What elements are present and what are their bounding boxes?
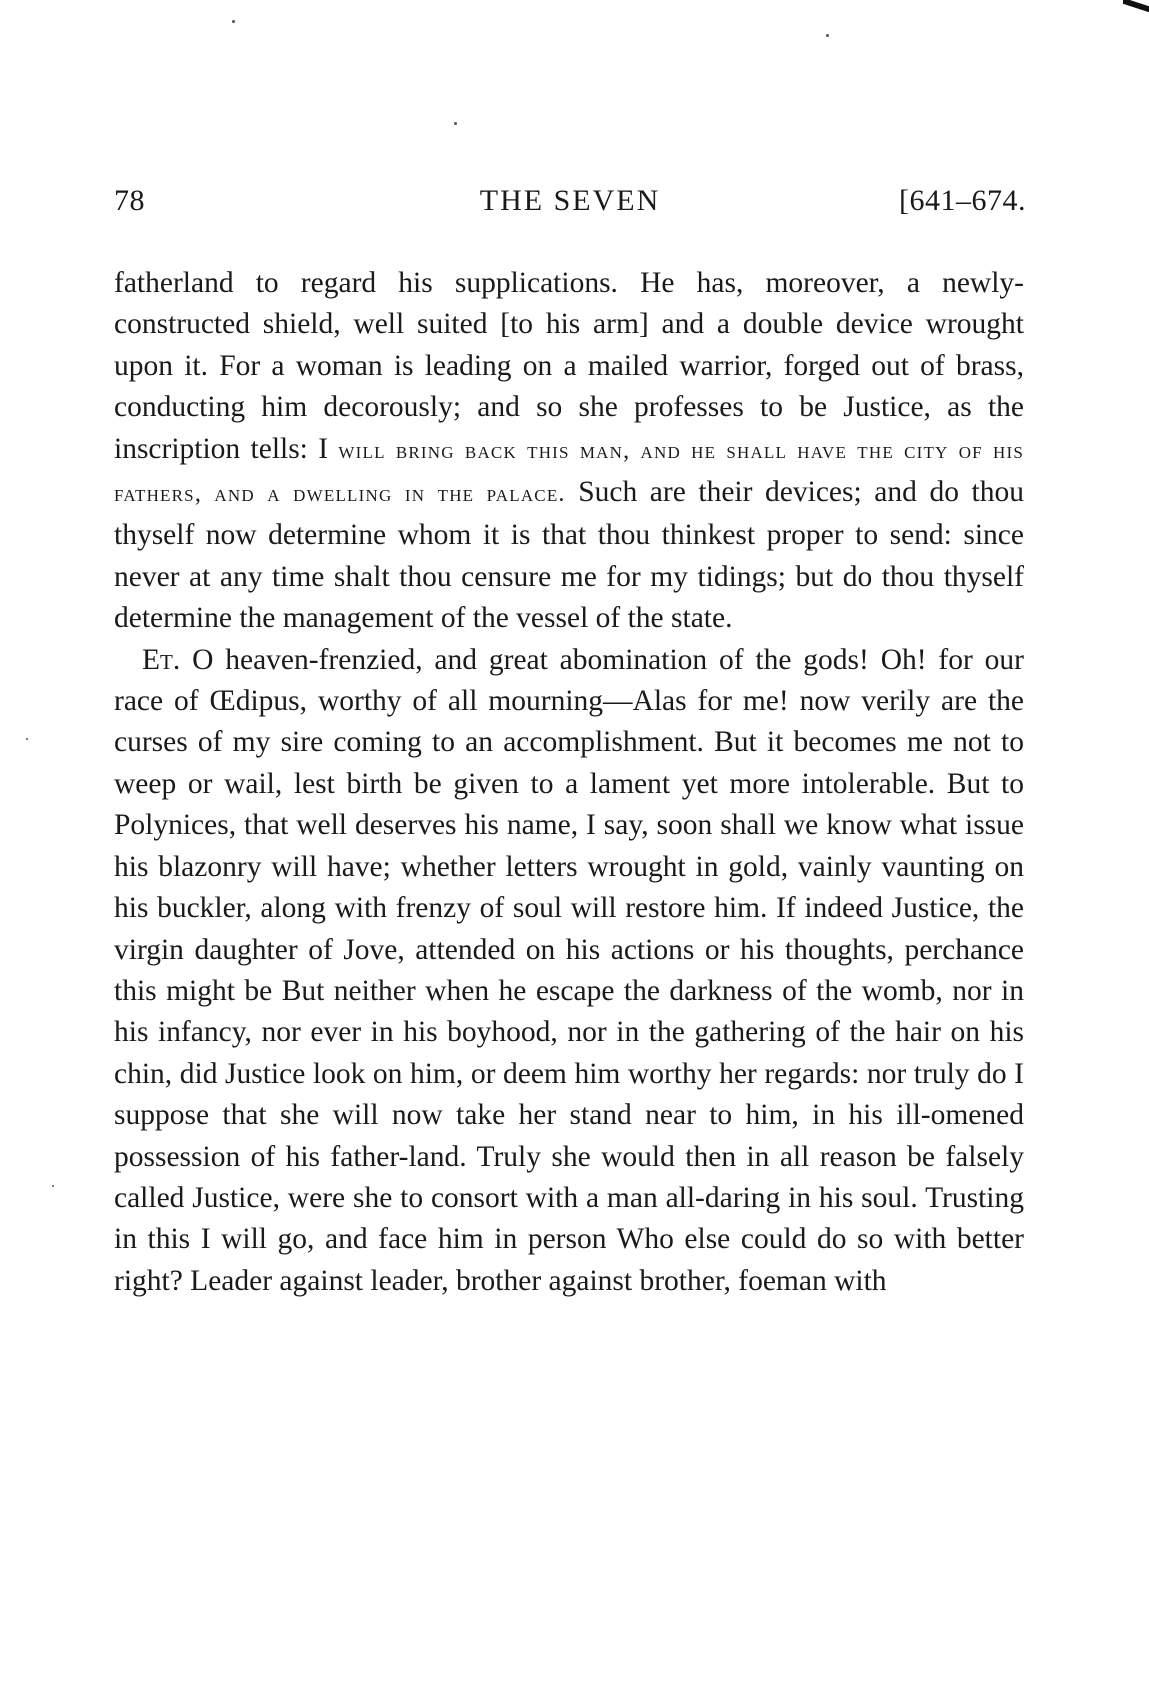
scan-speck xyxy=(454,122,457,125)
paragraph-2 xyxy=(114,640,1024,1303)
paragraph-1-text-a: fatherland to regard his supplications. He has, moreover, a newly-constructed shield, well suited [to his arm] and a double device wrought upon it. For a woman is leading on a mailed warrior, forged out of brass, conducting him decorously; and so she professes to be Justice, as the inscription tells: I xyxy=(114,267,1024,465)
scan-speck xyxy=(52,1185,54,1187)
body-text xyxy=(114,263,1024,1302)
scan-speck xyxy=(826,34,829,37)
paragraph-1-text-b: Such are their devices; and do thou thyself now determine whom it is that thou thinkest proper to send: since never at any time shalt thou censure me for my tidings; but do thou thyself determine the management of the vessel of the state. xyxy=(114,476,1024,635)
speaker-label: Et. xyxy=(142,643,181,676)
scan-corner-mark xyxy=(1123,0,1149,12)
paragraph-1 xyxy=(114,263,1024,640)
shield-inscription: will bring back this man, and he shall have the city of his fathers, and a dwelling in the palace. xyxy=(114,437,1024,508)
scan-speck xyxy=(232,20,235,23)
line-range: [641–674. xyxy=(899,184,1026,217)
paragraph-2-text: O heaven-frenzied, and great abomination of the gods! Oh! for our race of Œdipus, worthy of all mourning—Alas for me! now verily are the curses of my sire coming to an accomplishment. But it becomes me not to weep or wail, lest birth be given to a lament yet more intolerable. But to Polynices, that well deserves his name, I say, soon shall we know what issue his blazonry will have; whether letters wrought in gold, vainly vaunting on his buckler, along with frenzy of soul will restore him. If indeed Justice, the virgin daughter of Jove, attended on his actions or his thoughts, perchance this might be But neither when he escape the darkness of the womb, nor in his infancy, nor ever in his boyhood, nor in the gathering of the hair on his chin, did Justice look on him, or deem him worthy her regards: nor truly do I suppose that she will now take her stand near to him, in his ill-omened possession of his father-land. Truly she would then in all reason be falsely called Justice, were she to consort with a man all-daring in his soul. Trusting in this I will go, and face him in person Who else could do so with better right? Leader against leader, brother against brother, foeman with xyxy=(114,643,1024,1297)
page-number: 78 xyxy=(114,184,145,217)
page-header xyxy=(114,184,1026,228)
scan-speck xyxy=(26,738,28,740)
running-title: THE SEVEN xyxy=(479,184,661,217)
